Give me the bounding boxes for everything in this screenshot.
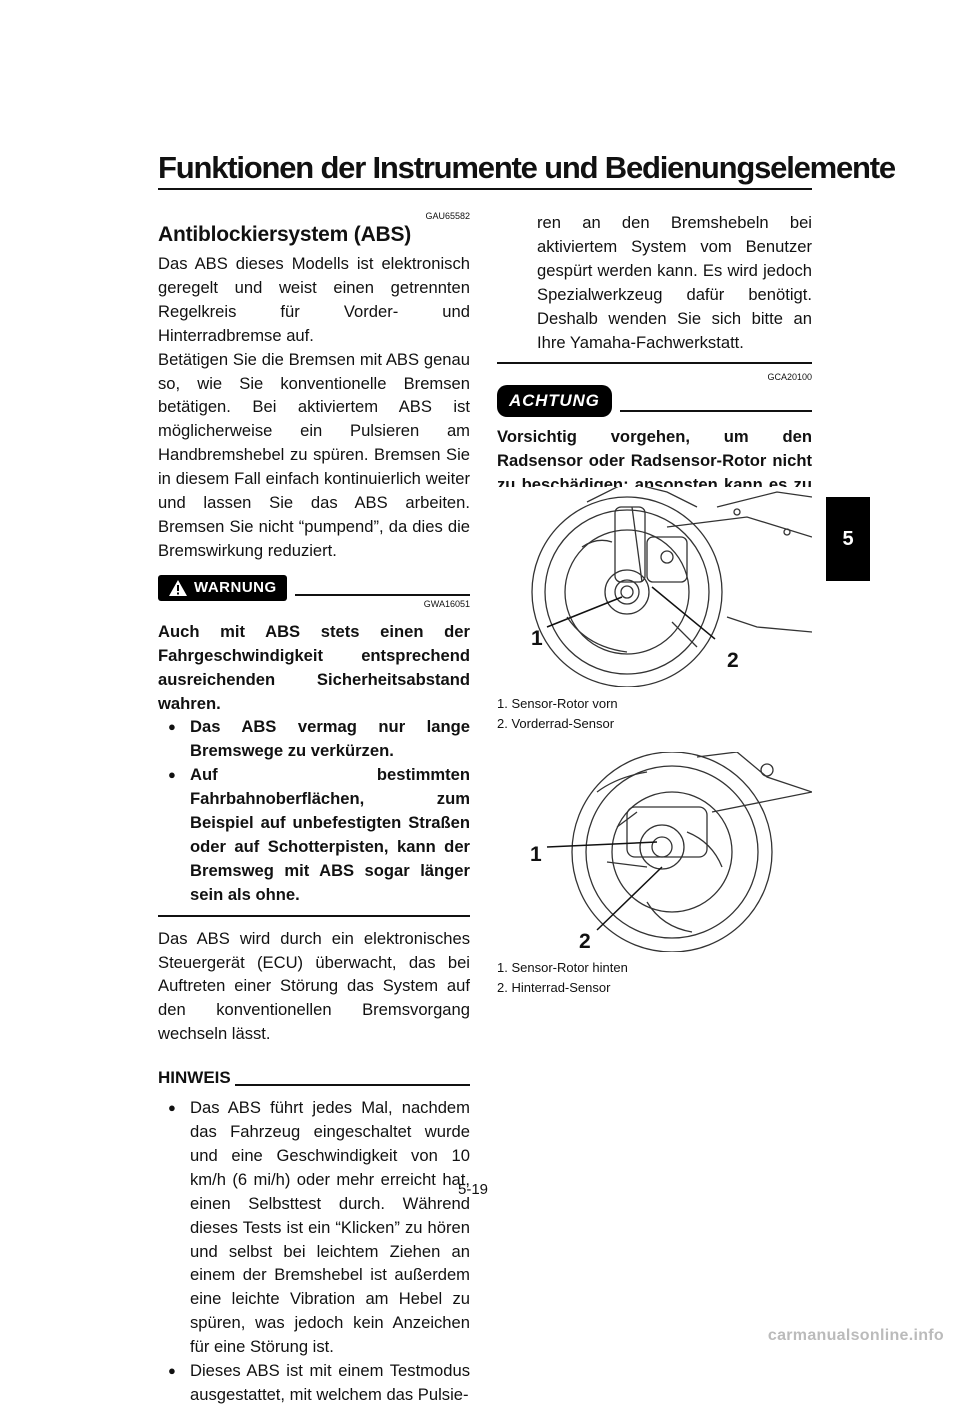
warning-header: [158, 575, 470, 601]
header-rule: [158, 188, 812, 190]
figure1-callout-2: 2: [727, 649, 739, 672]
warning-code: GWA16051: [423, 598, 470, 609]
figure1-captions: [497, 694, 618, 734]
warning-badge: [158, 575, 287, 601]
figure2-callout-1: 1: [530, 843, 542, 866]
section-code: GAU65582: [425, 211, 470, 221]
left-column: [158, 211, 470, 1407]
figure2-callout-2: 2: [579, 930, 591, 952]
warning-text: Auch mit ABS stets einen der Fahrgeschwindigkeit entsprechend ausreichenden Sicherheitsabstand wahren.: [158, 621, 470, 713]
chapter-tab[interactable]: 5: [826, 497, 870, 581]
caution-text: Vorsichtig vorgehen, um den Radsensor oder Radsensor-Rotor nicht zu beschädigen; ansonsten kann es zu einer Fehlfunktion des ABS kommen.: [497, 427, 812, 519]
note-bullet-1: ● Das ABS führt jedes Mal, nachdem das Fahrzeug eingeschaltet wurde und eine Geschwindigkeit von 10 km/h (6 mi/h) oder mehr erreicht hat, einen Selbsttest durch. Während dieses Tests ist ein “Klicken” zu hören und selbst bei leichtem Ziehen an einem der Bremshebel ist außerdem eine leichte Vibration am Hebel zu spüren, was jedoch kein Anzeichen für eine Störung ist.: [158, 1096, 470, 1359]
note-header: [158, 1066, 470, 1090]
warning-line: [295, 594, 470, 596]
note-label: HINWEIS: [158, 1068, 231, 1088]
paragraph-2: Betätigen Sie die Bremsen mit ABS genau so, wie Sie konventionelle Bremsen betätigen. Bei aktiviertem ABS ist möglicherweise ein Pulsieren am Handbremshebel zu spüren. Bremsen Sie in diesem Fall einfach kontinuierlich weiter und lassen Sie das ABS arbeiten. Bremsen Sie nicht “pumpend”, da dies die Bremswirkung reduziert.: [158, 349, 470, 560]
front-wheel-illustration: [497, 487, 812, 687]
warning-bullet-2: ● Auf bestimmten Fahrbahnoberflächen, zum Beispiel auf unbefestigten Straßen oder auf Schotterpisten, kann der Bremsweg mit ABS sogar länger sein als ohne.: [158, 763, 470, 906]
figure1-callout-1: 1: [531, 627, 543, 650]
page-number: 5-19: [458, 1181, 489, 1198]
figure2-captions: [497, 958, 628, 998]
figure1-caption-2: 2. Vorderrad-Sensor: [497, 716, 615, 731]
figure2-caption-1: 1. Sensor-Rotor hinten: [497, 960, 628, 975]
figure1-caption-1: 1. Sensor-Rotor vorn: [497, 696, 618, 711]
note-end-rule: [497, 362, 812, 364]
caution-code: GCA20100: [767, 372, 812, 383]
watermark-text[interactable]: carmanualsonline.info: [767, 1327, 944, 1344]
warning-label: WARNUNG: [194, 578, 277, 596]
rear-wheel-illustration: [497, 752, 812, 952]
right-column: [497, 211, 812, 529]
paragraph-3: Das ABS wird durch ein elektronisches Steuergerät (ECU) überwacht, das bei Auftreten einer Störung das System auf den konventionellen Bremsvorgang wechseln lässt.: [158, 928, 470, 1044]
page-header-title: Funktionen der Instrumente und Bedienungselemente: [158, 150, 895, 185]
caution-line: [620, 410, 812, 412]
warning-triangle-icon: [168, 579, 188, 597]
paragraph-1: Das ABS dieses Modells ist elektronisch geregelt und weist einen getrennten Regelkreis für Vorder- und Hinterradbremse auf.: [158, 254, 470, 345]
warning-end-rule: [158, 915, 470, 917]
figure2-caption-2: 2. Hinterrad-Sensor: [497, 980, 611, 995]
note-line: [235, 1084, 470, 1086]
caution-header: [497, 385, 812, 417]
note-bullets: [158, 1096, 470, 1407]
warning-bullets: [158, 715, 470, 906]
note-bullet-2: ● Dieses ABS ist mit einem Testmodus ausgestattet, mit welchem das Pulsie-: [158, 1359, 470, 1407]
section-title: Antiblockiersystem (ABS): [158, 223, 412, 246]
note-continued: ren an den Bremshebeln bei aktiviertem System vom Benutzer gespürt werden kann. Es wird jedoch Spezialwerkzeug dafür benötigt. Deshalb wenden Sie sich bitte an Ihre Yamaha-Fachwerkstatt.: [537, 213, 812, 352]
caution-badge: ACHTUNG: [497, 385, 612, 417]
warning-bullet-1: ● Das ABS vermag nur lange Bremswege zu verkürzen.: [158, 715, 470, 763]
